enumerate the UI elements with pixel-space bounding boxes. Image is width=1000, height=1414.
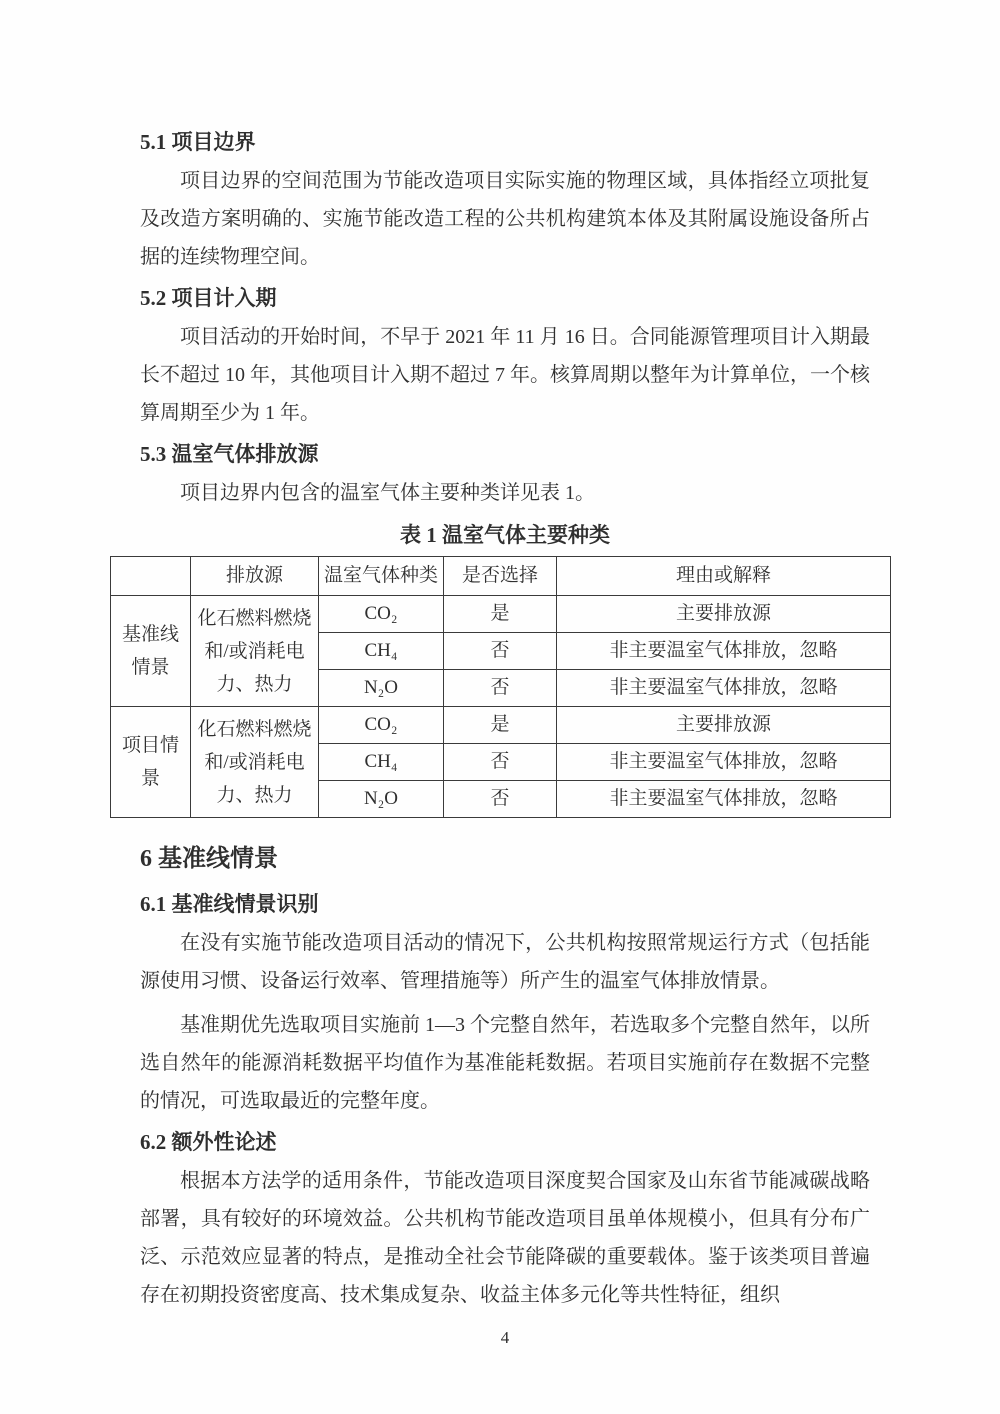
header-ghg-species: 温室气体种类 [319,557,444,596]
table-row [111,596,891,633]
reason-cell: 非主要温室气体排放，忽略 [557,670,891,707]
reason-cell: 非主要温室气体排放，忽略 [557,781,891,818]
chapter-heading-6: 6 基准线情景 [140,846,278,872]
gas-cell: N₂O [319,781,444,818]
gas-cell: CH₄ [319,633,444,670]
section-heading-6-1: 6.1 基准线情景识别 [140,892,319,916]
selected-cell: 否 [444,781,557,818]
reason-cell: 非主要温室气体排放，忽略 [557,744,891,781]
paragraph-6-2: 根据本方法学的适用条件，节能改造项目深度契合国家及山东省节能减碳战略部署，具有较好的环境效益。公共机构节能改造项目虽单体规模小，但具有分布广泛、示范效应显著的特点，是推动全社会节能降碳的重要载体。鉴于该类项目普遍存在初期投资密度高、技术集成复杂、收益主体多元化等共性特征，组织 [140,1170,870,1306]
paragraph-5-3: 项目边界内包含的温室气体主要种类详见表 1。 [180,482,595,504]
selected-cell: 否 [444,633,557,670]
reason-cell: 主要排放源 [557,707,891,744]
paragraph-6-1-b: 基准期优先选取项目实施前 1—3 个完整自然年，若选取多个完整自然年，以所选自然年的能源消耗数据平均值作为基准能耗数据。若项目实施前存在数据不完整的情况，可选取最近的完整年度。 [140,1014,870,1112]
header-emission-source: 排放源 [191,557,319,596]
gas-cell: CH₄ [319,744,444,781]
scenario-cell-project: 项目情景 [111,707,191,818]
selected-cell: 是 [444,707,557,744]
section-heading-5-3: 5.3 温室气体排放源 [140,442,319,466]
gas-cell: CO₂ [319,596,444,633]
reason-cell: 非主要温室气体排放，忽略 [557,633,891,670]
header-selected: 是否选择 [444,557,557,596]
table-header-row [111,557,891,596]
paragraph-5-1: 项目边界的空间范围为节能改造项目实际实施的物理区域，具体指经立项批复及改造方案明确的、实施节能改造工程的公共机构建筑本体及其附属设施设备所占据的连续物理空间。 [140,170,870,268]
source-cell-project: 化石燃料燃烧和/或消耗电力、热力 [191,707,319,818]
paragraph-6-1-a: 在没有实施节能改造项目活动的情况下，公共机构按照常规运行方式（包括能源使用习惯、设备运行效率、管理措施等）所产生的温室气体排放情景。 [140,932,870,992]
reason-cell: 主要排放源 [557,596,891,633]
ghg-species-table [110,556,891,818]
section-heading-5-2: 5.2 项目计入期 [140,286,277,310]
section-heading-6-2: 6.2 额外性论述 [140,1130,277,1154]
page-number: 4 [500,1328,510,1347]
scenario-cell-baseline: 基准线情景 [111,596,191,707]
header-scenario [111,557,191,596]
header-reason: 理由或解释 [557,557,891,596]
table-caption: 表 1 温室气体主要种类 [400,523,610,547]
section-heading-5-1: 5.1 项目边界 [140,130,256,154]
selected-cell: 否 [444,670,557,707]
gas-cell: N₂O [319,670,444,707]
selected-cell: 否 [444,744,557,781]
gas-cell: CO₂ [319,707,444,744]
table-row [111,707,891,744]
source-cell-baseline: 化石燃料燃烧和/或消耗电力、热力 [191,596,319,707]
paragraph-5-2: 项目活动的开始时间，不早于 2021 年 11 月 16 日。合同能源管理项目计入期最长不超过 10 年，其他项目计入期不超过 7 年。核算周期以整年为计算单位，一个核算周期至少为 1 年。 [140,326,870,424]
selected-cell: 是 [444,596,557,633]
